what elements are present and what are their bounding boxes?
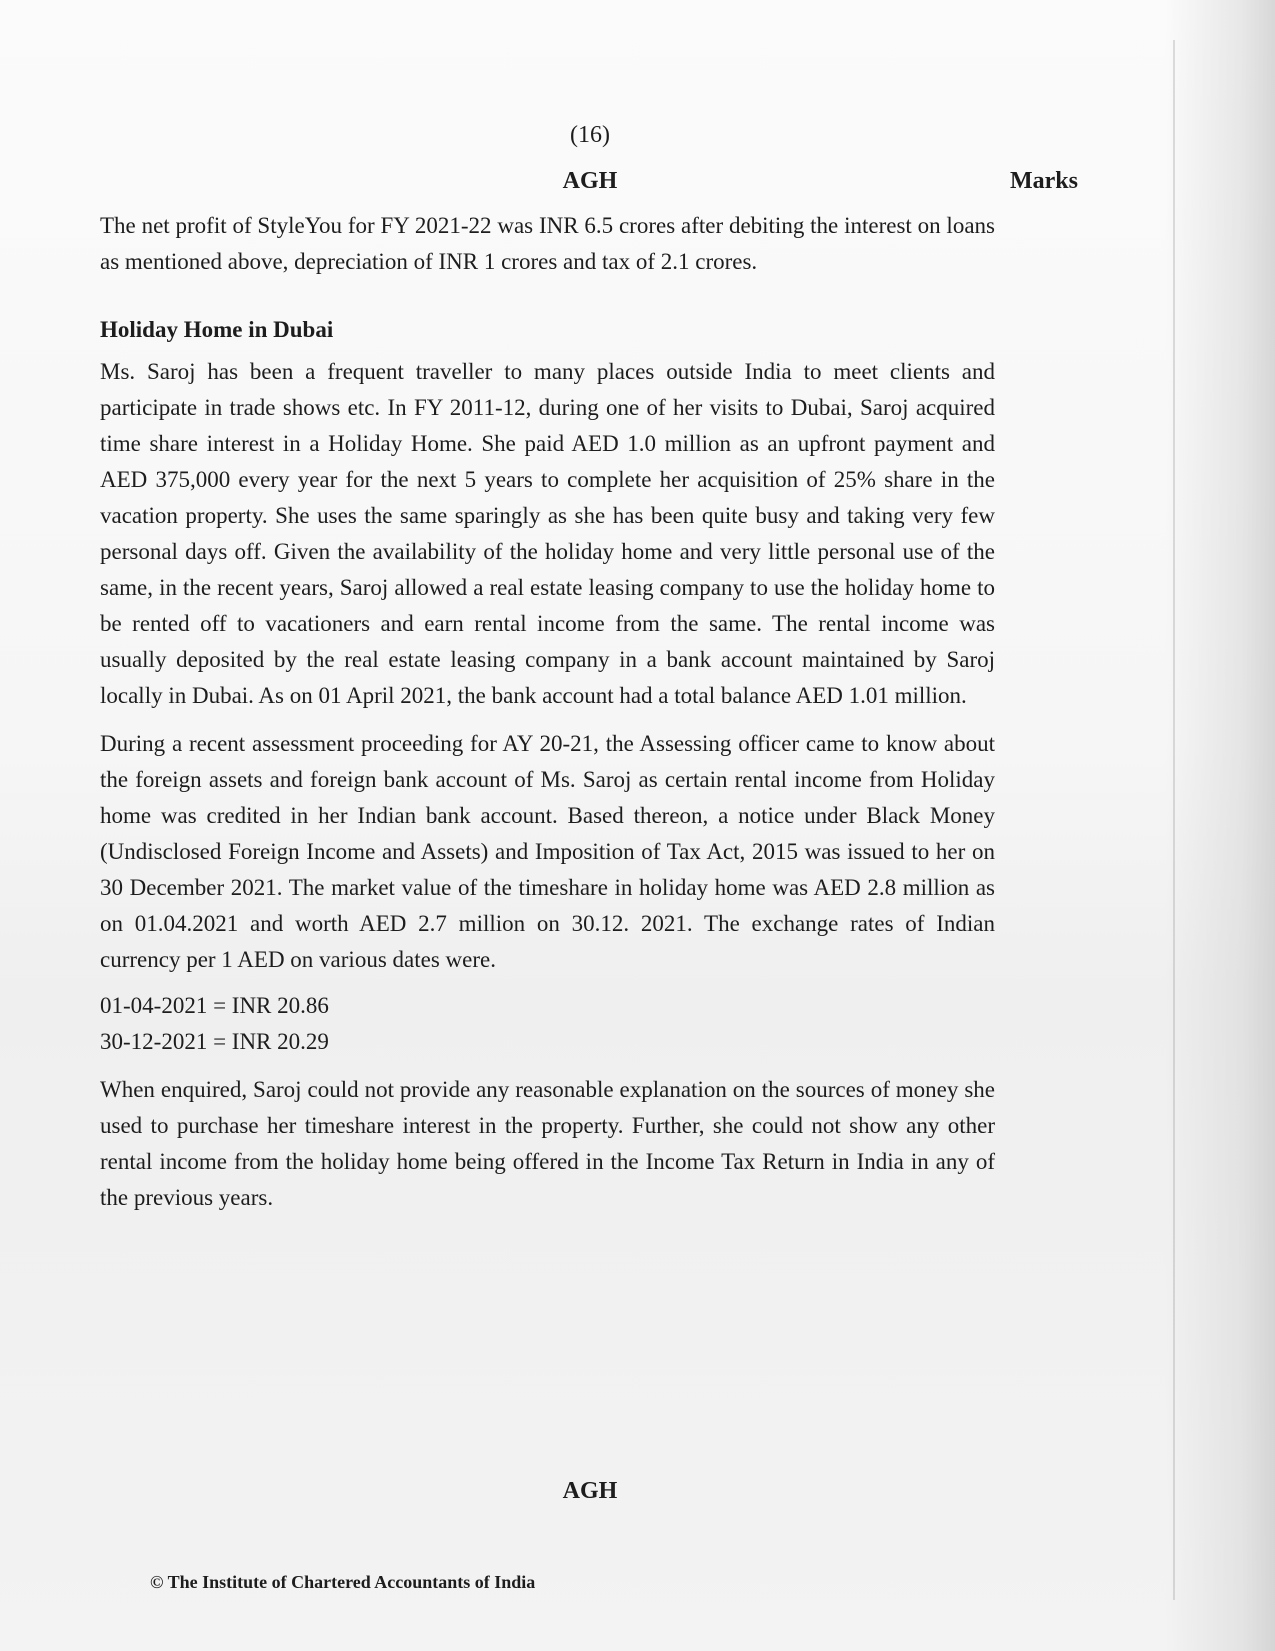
main-content: [100, 208, 995, 1216]
body-paragraph-1: Ms. Saroj has been a frequent traveller to many places outside India to meet clients and participate in trade shows etc. In FY 2011-12, during one of her visits to Dubai, Saroj acquired time share interest in a Holiday Home. She paid AED 1.0 million as an upfront payment and AED 375,000 every year for the next 5 years to complete her acquisition of 25% share in the vacation property. She uses the same sparingly as she has been quite busy and taking very few personal days off. Given the availability of the holiday home and very little personal use of the same, in the recent years, Saroj allowed a real estate leasing company to use the holiday home to be rented off to vacationers and earn rental income from the same. The rental income was usually deposited by the real estate leasing company in a bank account maintained by Saroj locally in Dubai. As on 01 April 2021, the bank account had a total balance AED 1.01 million.: [100, 359, 995, 708]
page-number: (16): [570, 122, 610, 148]
footer-paper-code: AGH: [562, 1478, 618, 1504]
header-paper-code: AGH: [562, 168, 618, 194]
page-edge-shadow: [1165, 0, 1275, 1651]
body-paragraph-3: When enquired, Saroj could not provide any reasonable explanation on the sources of money she used to purchase her timeshare interest in the property. Further, she could not show any other rental income from the holiday home being offered in the Income Tax Return in India in any of the previous years.: [100, 1077, 995, 1210]
body-paragraph-2: During a recent assessment proceeding for AY 20-21, the Assessing officer came to know about the foreign assets and foreign bank account of Ms. Saroj as certain rental income from Holiday home was credited in her Indian bank account. Based thereon, a notice under Black Money (Undisclosed Foreign Income and Assets) and Imposition of Tax Act, 2015 was issued to her on 30 December 2021. The market value of the timeshare in holiday home was AED 2.8 million as on 01.04.2021 and worth AED 2.7 million on 30.12. 2021. The exchange rates of Indian currency per 1 AED on various dates were.: [100, 731, 995, 972]
exchange-rate-line-1: 01-04-2021 = INR 20.86: [100, 993, 329, 1018]
marks-column-label: Marks: [1010, 168, 1078, 194]
page-fold-line: [1173, 40, 1175, 1600]
copyright-notice: © The Institute of Chartered Accountants of India: [150, 1572, 536, 1592]
intro-paragraph: The net profit of StyleYou for FY 2021-22 was INR 6.5 crores after debiting the interest on loans as mentioned above, depreciation of INR 1 crores and tax of 2.1 crores.: [100, 213, 995, 274]
section-heading: Holiday Home in Dubai: [100, 317, 334, 342]
exchange-rate-line-2: 30-12-2021 = INR 20.29: [100, 1029, 329, 1054]
